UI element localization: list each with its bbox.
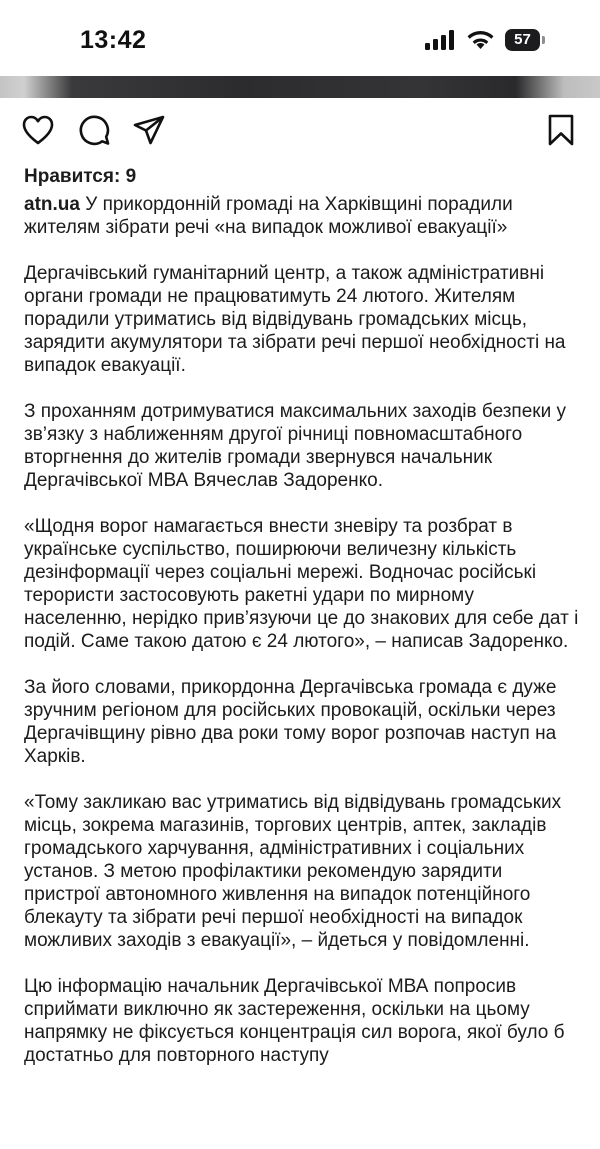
comment-icon xyxy=(76,112,112,148)
cellular-signal-icon xyxy=(425,30,455,50)
caption-paragraph: За його словами, прикордонна Дергачівська громада є дуже зручним регіоном для російських провокацій, оскільки через Дергачівщину рівно два роки тому ворог розпочав наступ на Харків. xyxy=(24,677,557,767)
like-button[interactable] xyxy=(20,112,56,148)
status-time: 13:42 xyxy=(80,26,147,54)
battery-tip xyxy=(542,36,545,44)
caption-paragraph: З проханням дотримуватися максимальних заходів безпеки у зв’язку з наближенням другої річниці повномасштабного вторгнення до жителів громади звернувся начальник Дергачівської МВА Вячеслав Задоренко. xyxy=(24,401,566,491)
send-icon xyxy=(131,112,167,148)
post-caption xyxy=(24,193,580,1090)
post-username[interactable]: atn.ua xyxy=(24,194,80,215)
caption-paragraph: Дергачівський гуманітарний центр, а також адміністративні органи громади не працюватимуть 24 лютого. Жителям порадили утриматись від відвідувань громадських місць, зарядити акумулятори та зібрати речі першої необхідності на випадок евакуації. xyxy=(24,263,566,376)
caption-headline xyxy=(24,193,580,239)
comment-button[interactable] xyxy=(76,112,112,148)
heart-icon xyxy=(20,112,56,148)
battery-level: 57 xyxy=(505,29,540,51)
likes-count[interactable]: Нравится: 9 xyxy=(24,166,137,187)
post-actions xyxy=(0,112,600,152)
status-bar xyxy=(0,0,600,76)
headline-text: У прикордонній громаді на Харківщині порадили жителям зібрати речі «на випадок можливої евакуації» xyxy=(24,194,513,238)
save-button[interactable] xyxy=(543,112,579,148)
post-image[interactable] xyxy=(0,76,600,98)
caption-paragraph: Цю інформацію начальник Дергачівської МВА попросив сприймати виключно як застереження, оскільки на цьому напрямку не фіксується концентрація сил ворога, якої було б достатньо для повторного наступу xyxy=(24,976,565,1066)
caption-paragraph: «Тому закликаю вас утриматись від відвідувань громадських місць, зокрема магазинів, торгових центрів, аптек, закладів громадського харчування, адміністративних і соціальних установ. З метою профілактики рекомендую зарядити пристрої автономного живлення на випадок потенційного блекауту та зібрати речі першої необхідності на випадок можливих заходів з евакуації», – йдеться у повідомленні. xyxy=(24,792,562,951)
battery-icon xyxy=(505,29,545,51)
wifi-icon xyxy=(467,28,494,50)
bookmark-icon xyxy=(543,112,579,148)
caption-paragraph: «Щодня ворог намагається внести зневіру та розбрат в українське суспільство, поширюючи величезну кількість дезінформації через соціальні мережі. Водночас російські терористи застосовують ракетні удари по мирному населенню, нерідко прив’язуючи це до знакових для себе дат і подій. Саме такою датою є 24 лютого», – написав Задоренко. xyxy=(24,516,579,652)
share-button[interactable] xyxy=(131,112,167,148)
